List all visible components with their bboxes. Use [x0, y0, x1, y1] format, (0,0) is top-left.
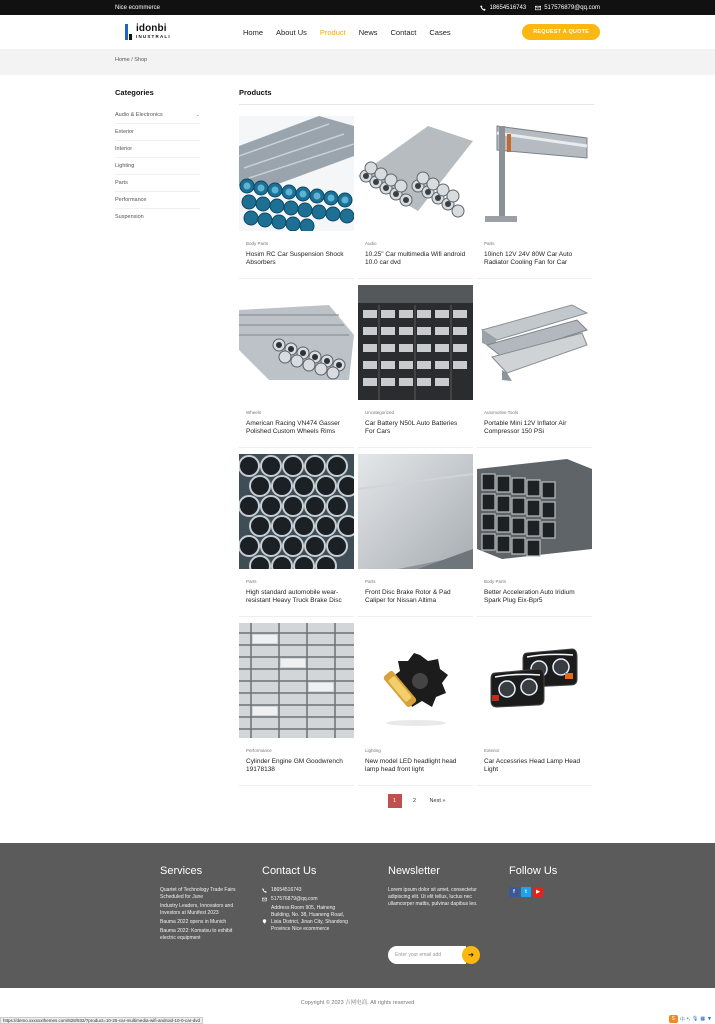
- categories-sidebar: [115, 88, 200, 808]
- product-image-blue-pipes[interactable]: [239, 116, 354, 231]
- twitter-icon[interactable]: t: [521, 887, 531, 897]
- product-category[interactable]: Automotive Tools: [484, 410, 519, 415]
- product-category[interactable]: Wheels: [246, 410, 262, 415]
- sidebar-item-suspension[interactable]: [115, 209, 200, 226]
- product-image-angle-steel[interactable]: [477, 285, 592, 400]
- product-name[interactable]: 10inch 12V 24V 80W Car Auto Radiator Cooling Fan for Car: [484, 251, 573, 266]
- footer-services: [160, 865, 240, 944]
- topbar-phone[interactable]: [480, 5, 526, 11]
- service-link[interactable]: Bauma 2022: Komatsu to exhibit electric equipment: [160, 928, 233, 941]
- logo-tagline: INUSTRALI: [136, 34, 171, 40]
- product-category[interactable]: Parts: [246, 579, 257, 584]
- top-bar: [0, 0, 715, 15]
- footer-contact: [262, 865, 354, 935]
- product-image-steel-pipes[interactable]: [239, 285, 354, 400]
- sidebar-item-performance[interactable]: [115, 192, 200, 209]
- site-name: Nice ecommerce: [115, 4, 161, 11]
- products-section: [239, 88, 594, 808]
- product-category[interactable]: Body Parts: [246, 241, 269, 246]
- product-category[interactable]: Audio: [365, 241, 377, 246]
- nav-product[interactable]: Product: [319, 27, 346, 37]
- envelope-icon: [535, 5, 541, 11]
- footer-email[interactable]: [262, 896, 354, 903]
- services-title: Services: [160, 865, 203, 877]
- sidebar-item-label: Audio & Electronics: [115, 111, 163, 118]
- keyboard-icon[interactable]: ▦: [700, 1016, 706, 1022]
- copyright: Copyright © 2023 吉网电商. All rights reserved: [300, 1000, 415, 1006]
- page-2-button[interactable]: 2: [413, 798, 417, 804]
- status-url: https://demo.xxxxxxthemes.com/828/932/?product=10-25-car-multimedia-wifi-android-10-0-car-dvd: [0, 1017, 203, 1024]
- newsletter-email-input[interactable]: Enter your email add: [388, 946, 466, 964]
- phone-icon: [480, 5, 486, 11]
- product-card[interactable]: [358, 116, 473, 279]
- newsletter-form: [388, 946, 480, 964]
- product-image-headlights[interactable]: [477, 623, 592, 738]
- sidebar-item-label: Interior: [115, 145, 133, 152]
- punctuation-icon[interactable]: •,: [686, 1016, 690, 1022]
- product-card[interactable]: [477, 116, 592, 279]
- product-card[interactable]: [358, 454, 473, 617]
- topbar-phone-text: 18654516743: [489, 4, 527, 11]
- product-category[interactable]: Performance: [246, 748, 272, 753]
- service-link[interactable]: Bauma 2022 opens in Munich: [160, 919, 227, 925]
- product-card[interactable]: [358, 285, 473, 448]
- product-grid: [239, 116, 594, 786]
- product-image-galvanized-pipes[interactable]: [358, 116, 473, 231]
- envelope-icon: [262, 897, 267, 902]
- footer-email-text: 517576879@qq.com: [271, 896, 318, 902]
- product-category[interactable]: Parts: [365, 579, 376, 584]
- product-name[interactable]: Front Disc Brake Rotor & Pad Caliper for Nissan Altima: [365, 589, 451, 604]
- product-category[interactable]: Exterior: [484, 748, 500, 753]
- product-category[interactable]: Lighting: [365, 748, 381, 753]
- lang-icon[interactable]: 中: [679, 1016, 685, 1023]
- sidebar-item-lighting[interactable]: [115, 158, 200, 175]
- site-footer: [0, 843, 715, 988]
- sidebar-item-label: Parts: [115, 179, 128, 186]
- product-name[interactable]: High standard automobile wear-resistant Heavy Truck Brake Disc: [246, 589, 342, 604]
- footer-newsletter: [388, 865, 484, 964]
- products-title: Products: [239, 88, 594, 105]
- logo[interactable]: [125, 24, 243, 40]
- product-card[interactable]: [358, 623, 473, 786]
- follow-title: Follow Us: [509, 865, 558, 877]
- product-card[interactable]: [239, 454, 354, 617]
- product-name[interactable]: Portable Mini 12V Inflator Air Compressor 150 PSi: [484, 420, 567, 435]
- product-card[interactable]: [477, 285, 592, 448]
- nav-news[interactable]: News: [358, 27, 378, 37]
- product-name[interactable]: New model LED headlight head lamp head front light: [365, 758, 457, 773]
- logo-mark-icon: [125, 24, 133, 40]
- product-image-steel-sheets[interactable]: [358, 454, 473, 569]
- product-card[interactable]: [477, 454, 592, 617]
- sidebar-item-audio-electronics[interactable]: [115, 107, 200, 124]
- footer-phone[interactable]: [262, 887, 354, 894]
- nav-contact[interactable]: Contact: [390, 27, 417, 37]
- input-method-icon[interactable]: S: [669, 1015, 678, 1023]
- map-pin-icon: [262, 919, 267, 924]
- newsletter-text: Lorem ipsum dolor sit amet, consectetur adipiscing elit. Ut elit tellus, luctus nec ullamcorper mattis, pulvinar dapibus leo.: [388, 887, 478, 907]
- nav-cases[interactable]: Cases: [429, 27, 451, 37]
- sidebar-item-label: Performance: [115, 196, 147, 203]
- product-category[interactable]: Uncategorized: [365, 410, 395, 415]
- product-image-guardrail[interactable]: [477, 116, 592, 231]
- service-link[interactable]: Quartet of Technology Trade Fairs Scheduled for June: [160, 887, 236, 900]
- microphone-icon[interactable]: 🎙: [691, 1016, 699, 1022]
- product-image-gold-gear-part[interactable]: [358, 623, 473, 738]
- page-1-button[interactable]: 1: [388, 794, 402, 808]
- product-name[interactable]: 10.25" Car multimedia Wifi android 10.0 car dvd: [365, 251, 466, 266]
- product-name[interactable]: Cylinder Engine GM Goodwrench 19178138: [246, 758, 343, 773]
- sidebar-item-label: Lighting: [115, 162, 135, 169]
- product-name[interactable]: Hosim RC Car Suspension Shock Absorbers: [246, 251, 344, 266]
- sidebar-item-label: Suspension: [115, 214, 144, 220]
- product-name[interactable]: Better Acceleration Auto Iridium Spark Plug Eix-Bpr5: [484, 589, 575, 604]
- main-nav: [243, 28, 522, 37]
- breadcrumb-text[interactable]: Home / Shop: [115, 57, 148, 63]
- breadcrumb: [0, 49, 715, 75]
- shirt-icon[interactable]: ▼: [707, 1016, 712, 1022]
- product-image-pipe-ends[interactable]: [239, 454, 354, 569]
- phone-icon: [262, 888, 267, 893]
- pagination: [239, 794, 594, 808]
- footer-address: [262, 905, 354, 933]
- next-page-link[interactable]: Next »: [429, 798, 446, 804]
- youtube-icon[interactable]: ▶: [533, 887, 543, 897]
- product-name[interactable]: Car Battery N50L Auto Batteries For Cars: [365, 420, 458, 435]
- topbar-email-text: 517576879@qq.com: [544, 4, 600, 11]
- contact-title: Contact Us: [262, 865, 317, 877]
- product-card[interactable]: [239, 116, 354, 279]
- product-image-steel-frame[interactable]: [239, 623, 354, 738]
- sidebar-item-label: Exterior: [115, 128, 134, 135]
- footer-phone-text: 18654516743: [271, 887, 302, 893]
- sidebar-item-exterior[interactable]: [115, 124, 200, 141]
- chevron-down-icon[interactable]: ⌄: [195, 111, 200, 118]
- arrow-right-icon[interactable]: ➔: [462, 946, 480, 964]
- site-header: [0, 15, 715, 49]
- sidebar-item-parts[interactable]: [115, 175, 200, 192]
- facebook-icon[interactable]: f: [509, 887, 519, 897]
- sidebar-item-interior[interactable]: [115, 141, 200, 158]
- shop-main: [0, 88, 715, 808]
- product-name[interactable]: Car Accessries Head Lamp Head Light: [484, 758, 581, 773]
- service-link[interactable]: Industry Leaders, Innovators and Investors at Munifest 2023: [160, 903, 234, 916]
- product-image-warehouse-tubes[interactable]: [358, 285, 473, 400]
- categories-title: Categories: [115, 88, 154, 97]
- product-image-square-tubes[interactable]: [477, 454, 592, 569]
- request-quote-button[interactable]: REQUEST A QUOTE: [522, 24, 600, 40]
- system-tray: [669, 1015, 712, 1023]
- product-card[interactable]: [477, 623, 592, 786]
- logo-name: idonbi: [136, 23, 167, 35]
- footer-address-text: Address:Room 905, Haineng Building, No. 38, Huaneng Road, Lixia District, Jinan City, Shandong Province Nice ecommerce: [271, 905, 348, 932]
- nav-about-us[interactable]: About Us: [276, 27, 307, 37]
- product-category[interactable]: Parts: [484, 241, 495, 246]
- product-card[interactable]: [239, 285, 354, 448]
- product-category[interactable]: Body Parts: [484, 579, 507, 584]
- newsletter-title: Newsletter: [388, 865, 440, 877]
- product-name[interactable]: American Racing VN474 Gasser Polished Custom Wheels Rims: [246, 420, 340, 435]
- product-card[interactable]: [239, 623, 354, 786]
- footer-follow: [509, 865, 557, 897]
- nav-home[interactable]: Home: [243, 27, 264, 37]
- topbar-email[interactable]: [535, 5, 600, 11]
